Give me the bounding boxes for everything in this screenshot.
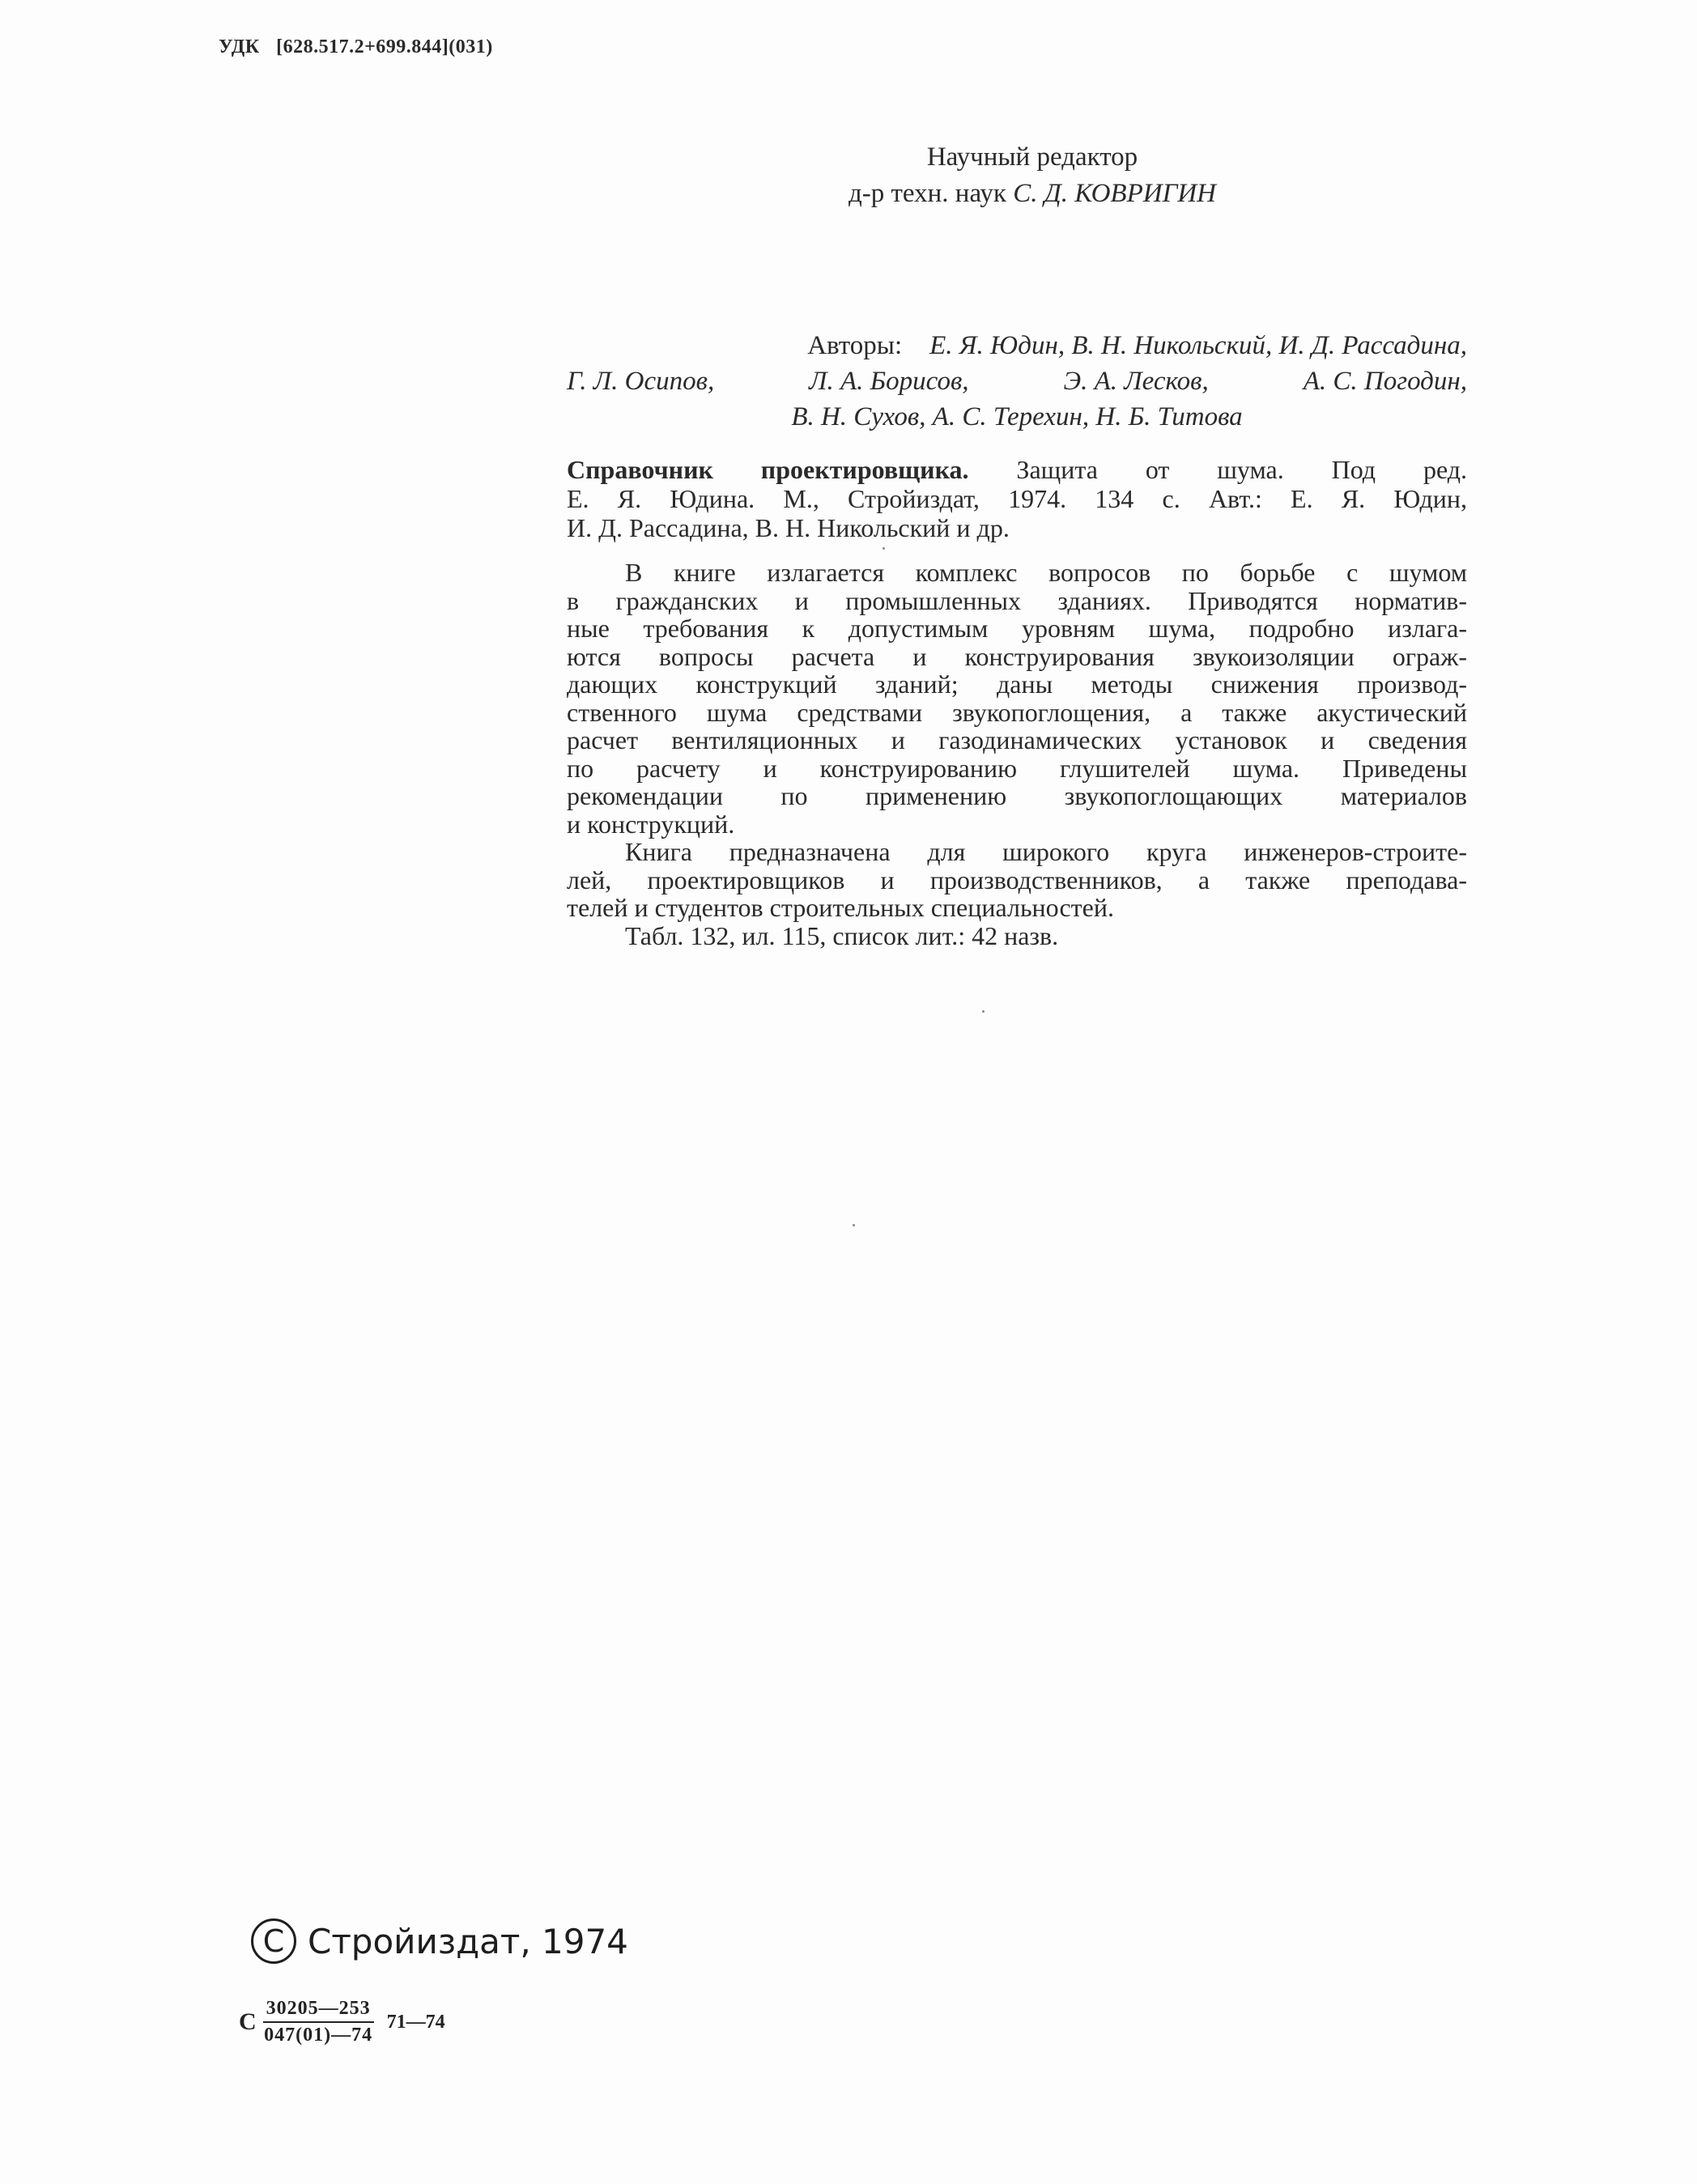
abstract-line: дающих конструкций зданий; даны методы снижения производ- [567, 669, 1467, 699]
udk-code: [628.517.2+699.844](031) [276, 36, 493, 57]
udk-classification [219, 36, 493, 58]
abstract-line: В книге излагается комплекс вопросов по борьбе с шумом [625, 558, 1467, 587]
abstract-line: Табл. 132, ил. 115, список лит.: 42 назв. [625, 920, 1059, 950]
biblio-line-1 [567, 455, 1467, 484]
abstract-line: и конструкций. [567, 809, 735, 839]
print-speck [853, 1224, 855, 1226]
editor-credentials [729, 176, 1336, 212]
copyright-icon: C [251, 1918, 296, 1964]
editor-name: С. Д. КОВРИГИН [1013, 179, 1217, 208]
print-speck [883, 547, 885, 550]
scientific-editor-block [729, 139, 1336, 212]
abstract-line: Книга предназначена для широкого круга инженеров-строите- [625, 837, 1467, 866]
copyright-text: Стройиздат, 1974 [308, 1921, 628, 1961]
author-name: Г. Л. Осипов, [567, 367, 715, 396]
index-fraction [263, 1998, 374, 2046]
authors-names-1: Е. Я. Юдин, В. Н. Никольский, И. Д. Рассадина, [929, 331, 1467, 360]
index-suffix: 71—74 [386, 2011, 445, 2033]
abstract-line: ются вопросы расчета и конструирования звукоизоляции ограж- [567, 641, 1467, 671]
abstract-line: расчет вентиляционных и газодинамических установок и сведения [567, 725, 1467, 754]
index-numerator: 30205—253 [263, 1998, 374, 2023]
authors-line-1 [567, 328, 1467, 363]
author-name: А. С. Погодин, [1303, 367, 1467, 396]
editor-degree: д-р техн. наук [848, 179, 1006, 208]
print-speck [982, 1010, 985, 1013]
abstract [567, 559, 1467, 950]
abstract-line: по расчету и конструированию глушителей шума. Приведены [567, 753, 1467, 783]
book-title: Справочник проектировщика. [567, 455, 969, 484]
bibliographic-description [567, 455, 1467, 542]
authors-block [567, 328, 1467, 435]
abstract-line: телей и студентов строительных специальностей. [567, 893, 1114, 922]
abstract-line: в гражданских и промышленных зданиях. Приводятся норматив- [567, 585, 1467, 615]
abstract-line: ственного шума средствами звукопоглощения, а также акустический [567, 697, 1467, 727]
authors-line-3: В. Н. Сухов, А. С. Терехин, Н. Б. Титова [791, 402, 1243, 431]
authors-line-2 [567, 363, 1467, 399]
author-name: Л. А. Борисов, [809, 367, 969, 396]
biblio-line-3: И. Д. Рассадина, В. Н. Никольский и др. [567, 513, 1010, 542]
editor-title: Научный редактор [926, 142, 1138, 172]
abstract-line: ные требования к допустимым уровням шума, подробно излага- [567, 614, 1467, 643]
biblio-line-1-rest: Защита от шума. Под ред. [1016, 455, 1468, 484]
abstract-line: лей, проектировщиков и производственников, а также преподава- [567, 865, 1467, 894]
abstract-line: рекомендации по применению звукопоглощающих материалов [567, 781, 1467, 810]
copyright-notice [251, 1918, 628, 1964]
udk-label: УДК [219, 36, 260, 57]
author-name: Э. А. Лесков, [1063, 367, 1209, 396]
index-letter: С [239, 2008, 257, 2035]
publication-index-code [239, 1998, 445, 2046]
biblio-line-2: Е. Я. Юдина. М., Стройиздат, 1974. 134 с. Авт.: Е. Я. Юдин, [567, 484, 1467, 513]
authors-label: Авторы: [807, 331, 903, 360]
index-denominator: 047(01)—74 [264, 2025, 373, 2046]
